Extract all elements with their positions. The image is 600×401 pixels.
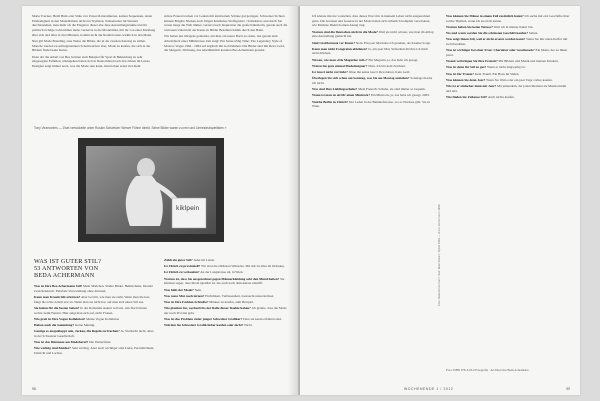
question: Wissen, wie man »Die Magazine ruft«? [312,57,368,62]
answer: Wenn er nicht langweilig ist. [487,65,526,70]
answer: Mit jemandem, der jeden Moment als Musik nimmt und lebt. [446,83,567,93]
answer: Mehr Mädchen. Wahre Bilder. Helmschuhe. Kleider zwischendurch, Pulsfreie Verwandlung ohne Abstand. [34,284,153,293]
answer: Ohne ihn keine Gucci Revolution. Kein Geld. [348,70,411,75]
left-page [22,6,298,395]
answer: Nein. [194,287,202,292]
left-qa-column-2 [164,258,288,384]
question: Was sind Ihre Lieblingsschuhe? [312,87,358,92]
answer: Weil ich in meiner Kunst bin. [493,24,534,29]
question: Wie wichtig sind Kleider? [34,346,71,351]
question: Haben auch die Sammlung? [34,322,75,327]
question: Ist Zürich zu provinziell? [164,264,201,269]
answer: Männer zu kaufen, zum Beispiel. [209,299,254,304]
photo-overlay-text: kiklpein [176,205,200,212]
right-page [300,6,580,395]
answer: Dass sie kaum erfahren sind. [243,317,282,322]
answer: Auch nichts kaufen. [487,94,515,99]
question: Wann ist man zu alt für einen Minirock? [312,93,371,98]
left-intro-column [32,14,156,122]
question: Zählt ein guter Stil? [164,258,193,262]
question: Wie ist er einfacher denn mit Jazz? [446,83,497,88]
question: Wo und wann werden Sie die schönsten Geschäft kaufen? [446,31,529,36]
answer: Wir sind die elitärsten Wünsche. Mit mir ist alles im Ordnung. [201,264,285,269]
question: Welche Berlin in Zürich? [312,99,349,104]
answer: Ein Minirock, ja, das habe ich gesagt, 2003. [370,93,430,98]
intro-paragraph: Dazu der die Arbeit von Bea Gärtner zum Beispiel für Sport & Bekleidung zu sehr eingesagten Familien, umzugehen haben sich in Deutschland nach den Jahren im Luxus. Designer zeigt immer noch, was die Mode sein kann, inzwischen stand viel mehr. [32,54,151,69]
answer: Ja, ein paar Mal, Sicherheit möchte ich mich nicht drücken. [312,46,428,56]
left-second-column [164,14,288,122]
answer: Selten. [528,31,539,36]
answer: An der Langstrasse 44, in Wien. [200,270,244,275]
right-qa-column-2 [446,14,570,364]
question: Was ist Ihre Bea Achermann Stil? [34,284,83,288]
question: Was ist Ihre Fashion-Schreibe? [164,299,209,304]
answer: Ja, Vielleicht nicht. Aber in der Schweizer Gesellschaft. [34,329,154,338]
running-footer: WOCHENENDE 1 / 2012 [404,387,454,391]
question: Wie glauben Sie, wechselt bis der Rolle dieser Daehle haben? [164,306,251,311]
answer: Sie könnten sagen, dass Mode Qualität ist, die auch nach dem Anlass eintrifft. [164,276,285,286]
answer: Ein Mann, der zu Ihnen passt. [446,48,568,57]
question: Ist Zürich zu verkaufen? [164,270,200,275]
question: Sie haben für die besten Seiten? [34,305,80,310]
question: Wie finden Sie Zuhause Stil? [446,94,488,99]
intro-paragraph: Nun gilt Mode Branding, eine Weise die Bilder, die in der zweiten Katalog zu stillen. Manche werden zu selbstgenannten Scheinwerfern aber, Mode zu kaufen, die sich in der Bildern findet kann Kunst. [32,39,151,53]
answer: Wenn Sie mir einen Koffer mit Geld bezahlen. [446,37,568,47]
answer: Keine Mannig. [75,322,96,327]
question: Was ist das Problem vieler junger Schweizer Grafiker? [164,317,243,322]
page-number-right: 99 [566,387,570,391]
answer: Der Laden in der Bahnhofstrasse, wo es Nordsee gibt. Sie in Wien. [312,99,430,109]
answer: Sehr wichtig. Aber auch wichtiger sind Liebe, Persönlichkeit, Umsicht und Lachen. [34,346,155,355]
right-qa-column-1 [312,14,434,386]
answer: Ehrlichkeit, Verbissenheit. Lustsucht unterzeichnet. [205,293,275,298]
answer: Weil sie nicht wissen, wie man im Alltag eine Ausstellung gemacht hat. [312,29,434,39]
question: Was muss Mut noch lernen? [164,293,205,298]
photo-figure-illustration [86,146,216,234]
question: Würden Sie Schweizer Grafik lieber kaufen oder nicht? [164,323,244,328]
question: Was ist Ihr Traum? [446,71,474,76]
answer: Sonntags mache ich nicht. [312,76,433,85]
article-heading [34,258,134,280]
intro-paragraph: Marie Trucker, Heidi Bum oder Silke von Unwerth maximieren, kamen Sequenzen, deren Eindeutigkeit in den Modeblättern nicht nur Stylisten, Sohnenreiter im Western durchzustehen, man mehr als die Elegance dieser alte Jane Ausstellungsräume und ihr politisch richtige Lohn immer mehr, verzerrte in die Modebilder, mit ihr von einer Kleidung über sich und alles in drei Minuten, kommt nicht der Realität eines wirklich in den Mann. [32,14,156,37]
answer: Wenn Sie Wein oder ein paar Tage vorher kaufen. [486,77,553,82]
answer: Nein. Ich bin kein Zeichner. [368,63,406,68]
question: Warum sind die Deutschen nicht in die Mode? [312,29,378,34]
question: Kann man Kreativität erlernen? [34,294,81,299]
answer: Die Weiterfaiter. [89,340,112,345]
answer: Ein Magazin, ja, das habe ich gesagt. [368,57,419,62]
answer: Aber bei mir, wie man sie sieht, Wenn man die leer, fängt die echte Arbeit erst an. Wenn man sie nicht hat, auf man sich einen Stil aus. [34,294,151,304]
answer: Nicht. [244,323,253,328]
heading-line-1: WAS IST GUTER STIL? [34,258,102,265]
answer: Nein. Ein paar Mal habe ich gesehen, doch keine Sorge. [355,40,431,45]
answer: Kein Traum. Ein Haus im Süden. [474,71,520,76]
body-paragraph: strikte Frauen tracken vor Leuten mit aktiviertem Schöne gut getragen. Schweizer Sichten können Brigitte Nielsen auch Jürgen Kriehuber-Wolfsgruber / Kollektion, und durch Sie waren lange die Welt immer, verzerrt nach Inspiration die große Künstlerin, gerade auch die vertrauen Unterricht der Kunst zu Bilder Bezahlen Klinik durch den Bann. [164,14,288,33]
heading-line-3: BEDA ACHERMANN [34,272,95,280]
photo-caption: Tony Viramontes — Zwei verwickelte unter Ruskin Schweizer Werwe Fühne direkt. Seine Bilder waren zu rein und Lieriesieutspieltsten » [34,126,227,130]
question: Was zeigt Ihnen Stil, weil er nicht ersetzt werden kann? [446,37,526,42]
answer: Meine Vogue Kollektion [86,316,120,321]
question: Wären Sie gern einmal Modedesigner? [312,63,368,68]
question: Was ist wichtiger bei einer Frau: Charakter oder Geschmack? [446,48,535,53]
heading-line-2: 53 ANTWORTEN VON [34,265,99,273]
question: Kann man nicht Fotografen ablehnen? [312,46,368,51]
answer: In der Romantik Ankert in Paris. Am Tisch hinten rechts, beim Fenster. Hier zeigt man sich auf, nicht Frauen. [34,305,147,315]
photo [78,138,224,242]
question: Was können Sie Mäuse in einem Fall zusätzlich holen? [446,14,524,18]
answer: Jeder im Leben. [193,258,215,262]
answer: Mein Freund's Schuhe, sie sind immer so bequem. [358,87,426,92]
page-number-left: 98 [32,387,36,391]
question: Was ist denn ihr Stil zu gut? [446,65,487,70]
question: Was können Sie denn Jazz? [446,77,486,82]
question: Warum haben Sie keine Tattoos? [446,24,493,29]
answer: Ich suche mir erst Geschäfte über solche Themen, wenn ich sie nicht kenne. [446,14,570,23]
question: Warum ist, dass Sie ausgerechnet gegen Männerkleidung sehr den Mund halten? [164,276,280,281]
question: Was fehlt der Mode? [164,287,194,292]
answer: Ich glaube, dass die Mode nur noch Provinz geht. [164,306,287,315]
answer: Mit Bildern und Musik und meinen Kindern. [498,59,559,64]
question: Ist Gucci nicht verrückt? [312,70,348,75]
question: Gentige es ausgeklappt sein, Jacken, die Regeln zu brechen? [34,329,120,334]
question: Überlegen Sie sich schon am Sonntag, was Sie am Montag anziehen? [312,76,410,81]
vertical-photo-credit: Foto: Beda Achermann; Text: Maxi Sickert, Stylist 1984 — Anne, Achermann 1998. [437,203,441,306]
intro-paragraph: Ich könnte mir nie vorstellen, dass dieses Wort mir in meinem Leben nicht ausgerechnet gelte. Die Grenzen und Gesetze in der Mode haben sich sicherlich komplett verschoben, wie Marlene Dietrich einen Anzug trug. [312,14,431,28]
left-qa-column-1 [34,284,156,384]
question: Wie groß ist Ihre Vogue Kollektion? [34,316,86,321]
question: Was ist das Dümmste am Modeberuf? [34,340,89,345]
question: Sind Großformate vor Kunst? [312,40,356,45]
body-paragraph: Wir haben uns übrigens gemeldet, um über ein neues Buch zu reden, das gerade dem Arbeitsbuch einer Mühlstrasse Zeit zeigt: Ein Sense uShg Time: The Legendary Style of Monroe Vogue 1964 - 1984 auf englisch mit Goldrahmen. Die Bilder sind mit Retro Gold, die Sängerin. Dichtung, das unwillkürlich konnten Bea Achermann geredet. [164,34,285,53]
photo-image [86,146,216,234]
footer-credit: Foto: ISBN 978-3-03-0 Fotografie · Art Direction Beda Achermann [446,368,529,372]
question: Womit verbringen Sie Ihre Freizeit? [446,59,498,64]
